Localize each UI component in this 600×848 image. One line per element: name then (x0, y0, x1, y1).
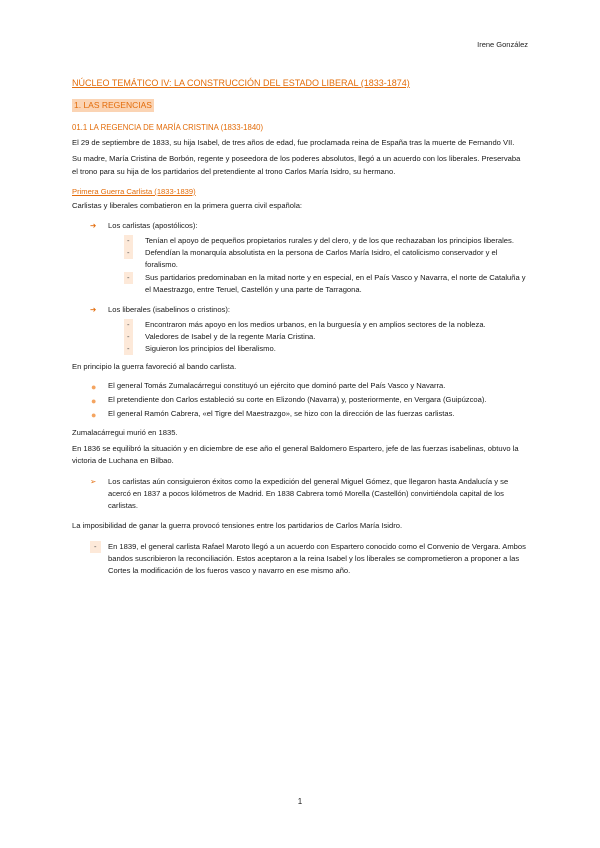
paragraph-4: En principio la guerra favoreció al bando carlista. (72, 362, 237, 372)
list-item: ● El pretendiente don Carlos estableció su corte en Elizondo (Navarra) y, posteriormente, en Vergara (Guipúzcoa). (72, 394, 528, 406)
carlistas-label: Los carlistas (apostólicos): (108, 221, 198, 231)
triangle-bullet-icon: ➢ (90, 476, 97, 486)
war-heading: Primera Guerra Carlista (1833-1839) (72, 186, 196, 196)
subsection-heading: 01.1 LA REGENCIA DE MARÍA CRISTINA (1833-1840) (72, 123, 264, 133)
liberales-label: Los liberales (isabelinos o cristinos): (108, 305, 230, 315)
paragraph-1: El 29 de septiembre de 1833, su hija Isabel, de tres años de edad, fue proclamada reina de España tras la muerte de Fernando VII. (72, 137, 515, 147)
dash-icon: - (124, 331, 133, 343)
liberales-list (72, 319, 528, 356)
dash-icon: - (90, 541, 101, 553)
list-item: - Siguieron los principios del liberalismo. (72, 343, 528, 355)
dash-icon: - (124, 247, 133, 259)
document-body (72, 76, 528, 580)
list-item: - Encontraron más apoyo en los medios urbanos, en la burguesía y en amplios sectores de la nobleza. (72, 319, 528, 331)
author-name: Irene González (477, 40, 528, 49)
paragraph-2: Su madre, María Cristina de Borbón, regente y poseedora de los poderes absolutos, llegó a un acuerdo con los liberales. Preservaba el trono para su hija de los partidarios del pretendiente al trono Carlos María Isidro, su hermano. (72, 154, 521, 176)
list-item: ● El general Tomás Zumalacárregui constituyó un ejército que dominó parte del País Vasco y Navarra. (72, 380, 528, 392)
arrow-icon: ➔ (90, 305, 97, 315)
dash-icon: - (124, 343, 133, 355)
dash-icon: - (124, 235, 133, 247)
carlistas-list (72, 235, 528, 296)
section-heading: 1. LAS REGENCIAS (72, 99, 154, 113)
bullet-icon: ● (91, 410, 97, 421)
arrow-icon: ➔ (90, 221, 97, 231)
document-title: NÚCLEO TEMÁTICO IV: LA CONSTRUCCIÓN DEL ESTADO LIBERAL (1833-1874) (72, 78, 410, 88)
paragraph-6: En 1836 se equilibró la situación y en diciembre de ese año el general Baldomero Espartero, jefe de las fuerzas isabelinas, obtuvo la victoria de Luchana en Bilbao. (72, 443, 519, 466)
paragraph-5: Zumalacárregui murió en 1835. (72, 427, 178, 437)
bullet-icon: ● (91, 381, 97, 392)
list-item: ● El general Ramón Cabrera, «el Tigre del Maestrazgo», se hizo con la dirección de las fuerzas carlistas. (72, 408, 528, 420)
list-item: - Defendían la monarquía absolutista en la persona de Carlos María Isidro, el catolicismo conservador y el foralismo. (72, 247, 528, 272)
bullet-list (72, 380, 528, 421)
dash-icon: - (124, 319, 133, 331)
paragraph-3: Carlistas y liberales combatieron en la primera guerra civil española: (72, 201, 303, 211)
dash-icon: - (124, 272, 133, 284)
triangle-item: ➢ Los carlistas aún consiguieron éxitos como la expedición del general Miguel Gómez, que llegaron hasta Andalucía y se acercó en 1837 a pocos kilómetros de Madrid. En 1838 Cabrera tomó Morella (Castellón) convirtiéndola capital de los carlistas. (90, 476, 509, 511)
list-item: - Tenían el apoyo de pequeños propietarios rurales y del clero, y de los que rechazaban los principios liberales. (72, 235, 528, 247)
final-item: - En 1839, el general carlista Rafael Maroto llegó a un acuerdo con Espartero conocido como el Convenio de Vergara. Ambos bandos suscribieron la reconciliación. Estos aceptaron a la reina Isabel y los liberales se comprometieron a proponer a las Cortes la modificación de los fueros vasco y navarro en ese mismo año. (72, 541, 528, 578)
list-item: - Valedores de Isabel y de la regente María Cristina. (72, 331, 528, 343)
bullet-icon: ● (91, 396, 97, 407)
carlistas-item (72, 220, 528, 232)
paragraph-7: La imposibilidad de ganar la guerra provocó tensiones entre los partidarios de Carlos María Isidro. (72, 521, 403, 531)
liberales-item (72, 304, 528, 316)
page-number: 1 (297, 797, 303, 806)
list-item: - Sus partidarios predominaban en la mitad norte y en especial, en el País Vasco y Navarra, el norte de Cataluña y el Maestrazgo, entre Teruel, Castellón y una parte de Tarragona. (72, 272, 528, 297)
